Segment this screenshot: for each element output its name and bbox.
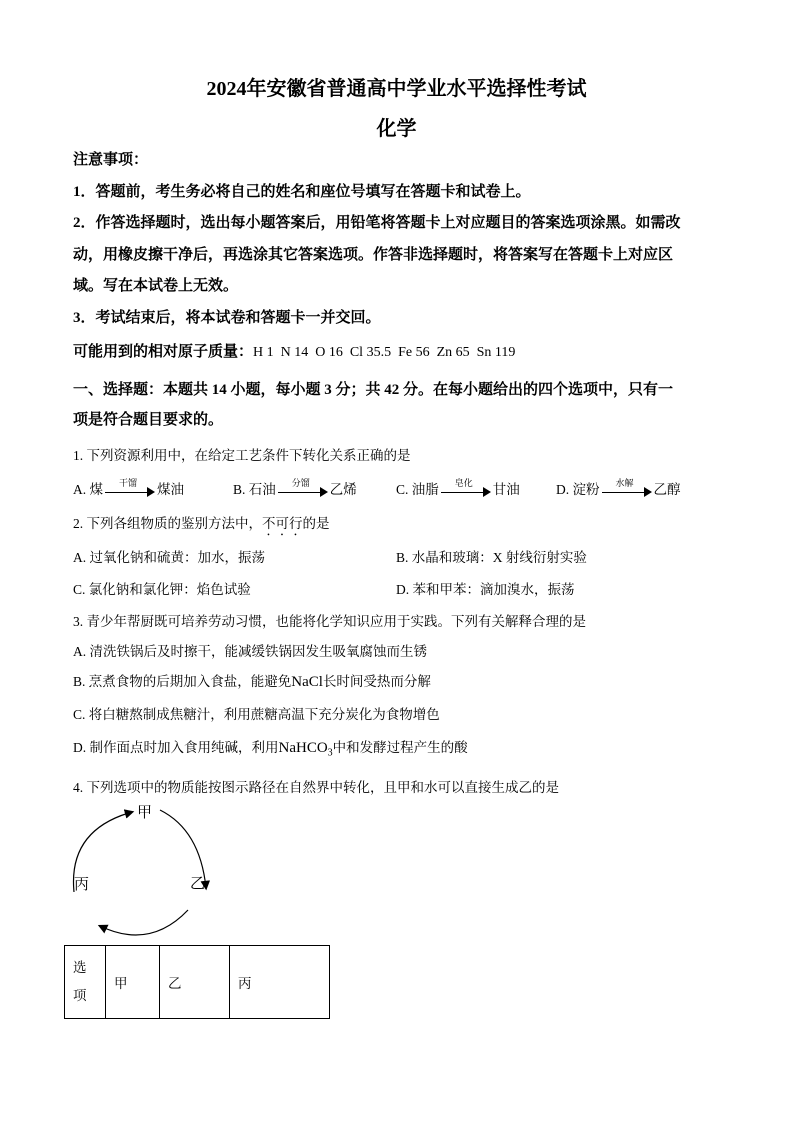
- option-letter: B.: [233, 482, 249, 497]
- q3-option-d: [73, 736, 468, 759]
- reactant: 淀粉: [572, 482, 600, 497]
- stem-text: 的是: [302, 516, 330, 531]
- product: 煤油: [157, 482, 184, 497]
- q1-option-a: [73, 478, 184, 498]
- question-1-stem: 1. 下列资源利用中，在给定工艺条件下转化关系正确的是: [73, 448, 411, 463]
- notice-item: 域。写在本试卷上无效。: [73, 278, 239, 294]
- condition: 干馏: [118, 477, 137, 488]
- notice-item: 3．考试结束后，将本试卷和答题卡一并交回。: [73, 310, 381, 326]
- atomic-mass-values: H 1 N 14 O 16 Cl 35.5 Fe 56 Zn 65 Sn 119: [253, 345, 516, 360]
- product: 乙醇: [653, 482, 681, 497]
- node-bing: 丙: [74, 877, 90, 893]
- option-letter: D.: [556, 482, 573, 497]
- q1-option-d: [556, 478, 681, 498]
- subject-title: 化学: [376, 118, 417, 140]
- stem-text: 2. 下列各组物质的鉴别方法中，: [73, 516, 262, 531]
- product: 甘油: [492, 482, 520, 497]
- header-option: [65, 946, 106, 1019]
- q1-option-c: [396, 478, 520, 498]
- header-yi: 乙: [160, 946, 230, 1019]
- node-jia: 甲: [137, 805, 153, 821]
- notice-item: 2．作答选择题时，选出每小题答案后，用铅笔将答题卡上对应题目的答案选项涂黑。如需改: [73, 215, 681, 231]
- reactant: 煤: [89, 482, 103, 497]
- q3-option-c: C. 将白糖熬制成焦糖汁，利用蔗糖高温下充分炭化为食物增色: [73, 707, 440, 722]
- question-4-stem: 4. 下列选项中的物质能按图示路径在自然界中转化，且甲和水可以直接生成乙的是: [73, 780, 559, 795]
- q1-option-b: [233, 478, 357, 498]
- condition: 水解: [615, 477, 634, 488]
- header-bing: 丙: [230, 946, 330, 1019]
- reaction-arrow-icon: [105, 477, 155, 498]
- q2-option-d: D. 苯和甲苯：滴加溴水，振荡: [396, 582, 575, 597]
- q2-option-a: A. 过氧化钠和硫黄：加水，振荡: [73, 550, 265, 565]
- product: 乙烯: [329, 482, 357, 497]
- emphasized-text: 不可行: [262, 516, 303, 531]
- condition: 分馏: [291, 477, 310, 488]
- chemical-formula: NaCl: [291, 674, 323, 690]
- table-header-row: [65, 946, 330, 1019]
- reaction-arrow-icon: [278, 477, 328, 498]
- header-text: 选: [73, 960, 87, 975]
- atomic-mass-label: 可能用到的相对原子质量：: [73, 344, 254, 360]
- option-letter: A.: [73, 482, 90, 497]
- section-heading: 一、选择题：本题共 14 小题，每小题 3 分；共 42 分。在每小题给出的四个选项中，只有一: [73, 382, 674, 398]
- reactant: 石油: [248, 482, 276, 497]
- exam-title: 2024年安徽省普通高中学业水平选择性考试: [206, 78, 587, 100]
- header-text: 项: [73, 988, 87, 1003]
- options-table: [64, 945, 330, 1019]
- section-heading-cont: 项是符合题目要求的。: [73, 412, 224, 428]
- option-text: 长时间受热而分解: [322, 674, 431, 689]
- q3-option-b: [73, 670, 431, 691]
- node-yi: 乙: [190, 876, 206, 892]
- reaction-arrow-icon: [602, 477, 652, 498]
- option-text: B. 烹煮食物的后期加入食盐，能避免: [73, 674, 292, 689]
- arrow-yi-to-bing: [100, 910, 188, 935]
- option-letter: C.: [396, 482, 412, 497]
- reaction-arrow-icon: [441, 477, 491, 498]
- notice-heading: 注意事项：: [73, 152, 149, 168]
- condition: 皂化: [454, 477, 473, 488]
- question-2-stem: [73, 512, 330, 539]
- header-jia: 甲: [106, 946, 160, 1019]
- subscript: 3: [327, 747, 333, 759]
- notice-item: 1．答题前，考生务必将自己的姓名和座位号填写在答题卡和试卷上。: [73, 184, 531, 200]
- option-text: 中和发酵过程产生的酸: [332, 740, 468, 755]
- question-3-stem: 3. 青少年帮厨既可培养劳动习惯，也能将化学知识应用于实践。下列有关解释合理的是: [73, 614, 586, 629]
- notice-item: 动，用橡皮擦干净后，再选涂其它答案选项。作答非选择题时，将答案写在答题卡上对应区: [73, 247, 674, 263]
- q2-option-c: C. 氯化钠和氯化钾：焰色试验: [73, 582, 251, 597]
- option-text: D. 制作面点时加入食用纯碱，利用: [73, 740, 279, 755]
- q2-option-b: B. 水晶和玻璃：X 射线衍射实验: [396, 550, 587, 565]
- reactant: 油脂: [411, 482, 439, 497]
- atomic-mass-line: [73, 340, 515, 361]
- q3-option-a: A. 清洗铁锅后及时擦干，能减缓铁锅因发生吸氧腐蚀而生锈: [73, 644, 427, 659]
- chemical-formula: NaHCO: [278, 740, 328, 756]
